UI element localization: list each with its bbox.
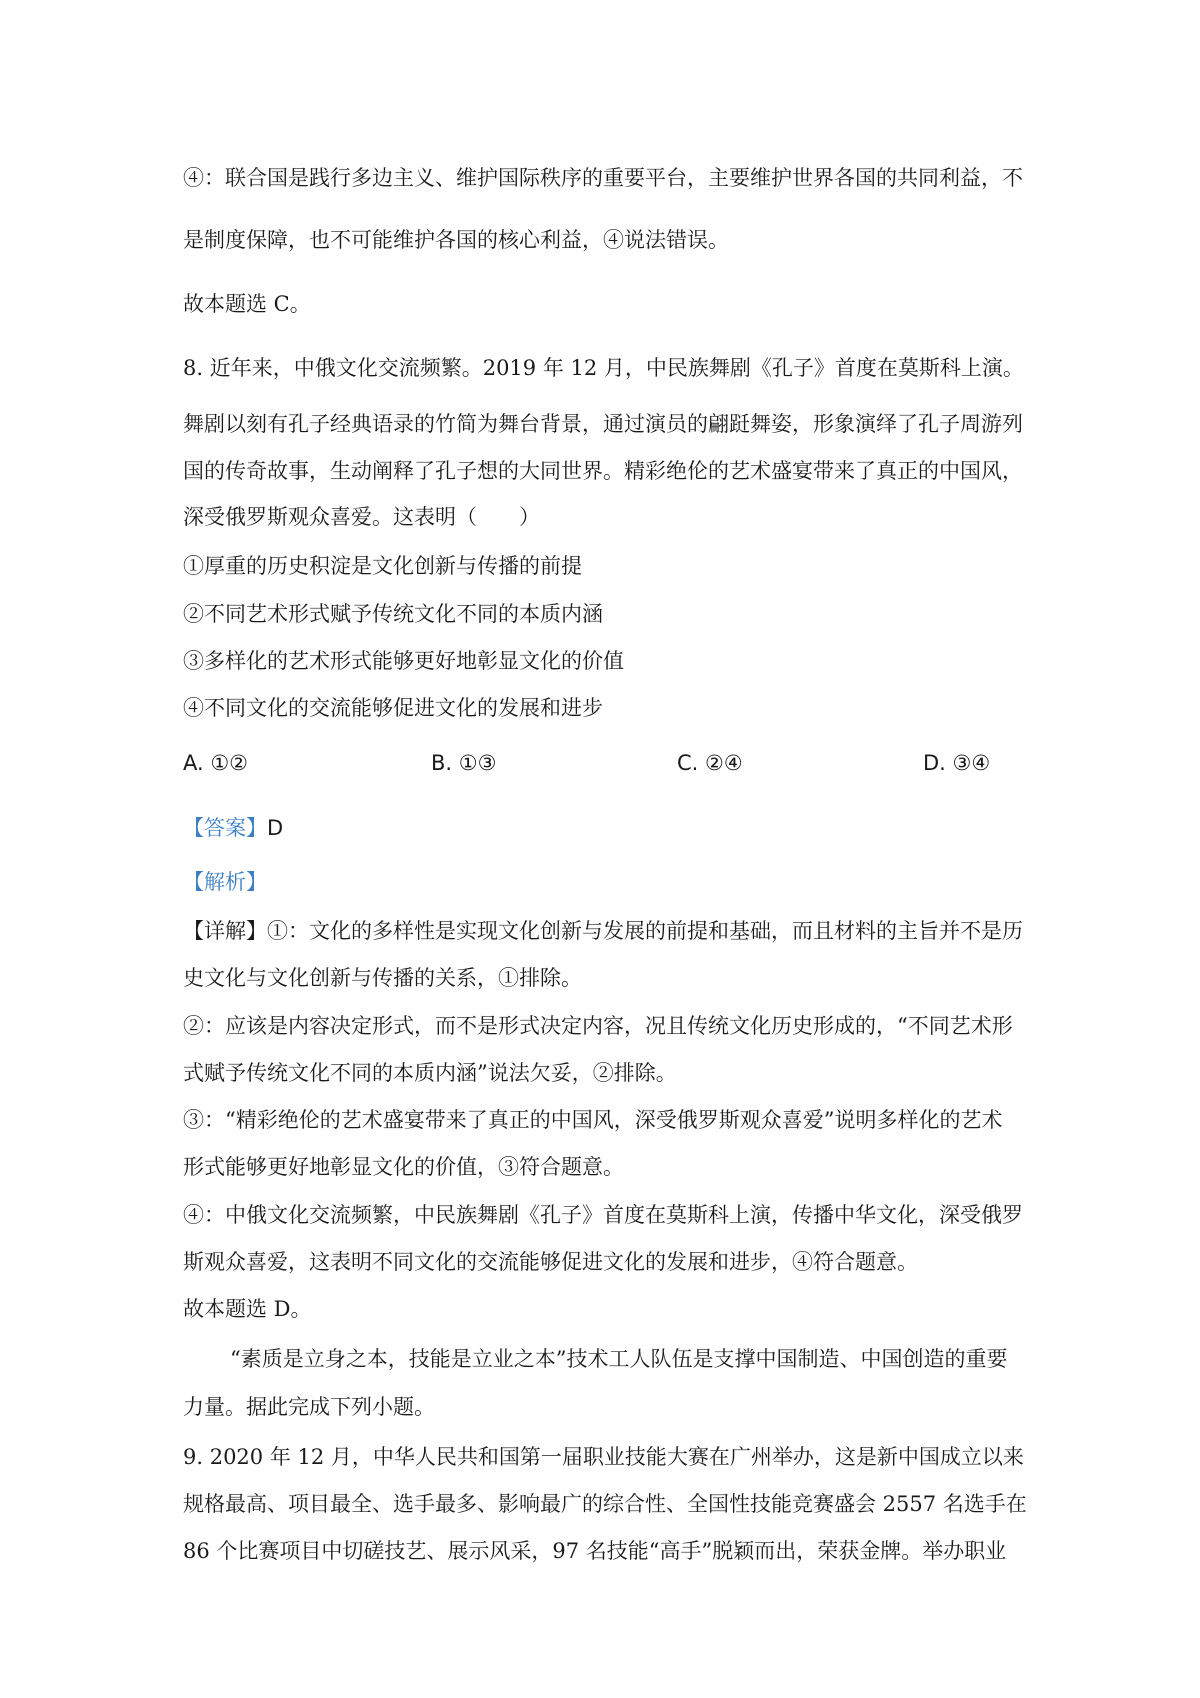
q8-statement-2: ②不同艺术形式赋予传统文化不同的本质内涵 <box>183 602 603 626</box>
q8-stem-line-4: 深受俄罗斯观众喜爱。这表明（ ） <box>183 505 540 529</box>
q8-option-d: D. ③④ <box>923 751 991 775</box>
q8-analysis-line-2: 史文化与文化创新与传播的关系，①排除。 <box>183 966 582 990</box>
q9-line-3: 86 个比赛项目中切磋技艺、展示风采，97 名技能“高手”脱颖而出，荣获金牌。举办职业 <box>183 1539 1007 1563</box>
q8-analysis-line-7: ④：中俄文化交流频繁，中民族舞剧《孔子》首度在莫斯科上演，传播中华文化，深受俄罗 <box>183 1203 1023 1227</box>
q8-analysis-line-4: 式赋予传统文化不同的本质内涵”说法欠妥，②排除。 <box>183 1061 677 1085</box>
q8-stem-line-1: 8. 近年来，中俄文化交流频繁。2019 年 12 月，中民族舞剧《孔子》首度在莫斯科上演。 <box>183 356 1024 380</box>
q8-statement-3: ③多样化的艺术形式能够更好地彰显文化的价值 <box>183 649 624 673</box>
q8-analysis-line-1 <box>183 917 1023 945</box>
detail-label: 【详解】 <box>183 919 267 943</box>
analysis-label: 【解析】 <box>183 870 267 894</box>
q9-line-1: 9. 2020 年 12 月，中华人民共和国第一届职业技能大赛在广州举办，这是新中国成立以来 <box>183 1445 1024 1469</box>
answer-label: 【答案】 <box>183 816 267 840</box>
q8-option-c: C. ②④ <box>677 751 743 775</box>
q8-conclusion: 故本题选 D。 <box>183 1297 312 1321</box>
material-line-1: “素质是立身之本，技能是立业之本”技术工人队伍是支撑中国制造、中国创造的重要 <box>230 1347 1008 1371</box>
q9-line-2: 规格最高、项目最全、选手最多、影响最广的综合性、全国性技能竞赛盛会 2557 名选手在 <box>183 1492 1027 1516</box>
prev-conclusion: 故本题选 C。 <box>183 292 311 316</box>
q8-analysis-line-8: 斯观众喜爱，这表明不同文化的交流能够促进文化的发展和进步，④符合题意。 <box>183 1250 918 1274</box>
q8-statement-1: ①厚重的历史积淀是文化创新与传播的前提 <box>183 554 582 578</box>
answer-value: D <box>267 816 284 840</box>
prev-analysis-line-1: ④：联合国是践行多边主义、维护国际秩序的重要平台，主要维护世界各国的共同利益，不 <box>183 166 1023 190</box>
q8-option-a: A. ①② <box>183 751 248 775</box>
q8-analysis-line-5: ③：“精彩绝伦的艺术盛宴带来了真正的中国风，深受俄罗斯观众喜爱”说明多样化的艺术 <box>183 1108 1003 1132</box>
q8-stem-line-3: 国的传奇故事，生动阐释了孔子想的大同世界。精彩绝伦的艺术盛宴带来了真正的中国风， <box>183 459 1023 483</box>
q8-option-b: B. ①③ <box>431 751 497 775</box>
q8-analysis-line-3: ②：应该是内容决定形式，而不是形式决定内容，况且传统文化历史形成的，“不同艺术形 <box>183 1014 1013 1038</box>
q8-stem-line-2: 舞剧以刻有孔子经典语录的竹简为舞台背景，通过演员的翩跹舞姿，形象演绎了孔子周游列 <box>183 412 1023 436</box>
material-line-2: 力量。据此完成下列小题。 <box>183 1395 435 1419</box>
q8-answer-row <box>183 814 283 842</box>
q8-analysis-line-6: 形式能够更好地彰显文化的价值，③符合题意。 <box>183 1155 624 1179</box>
q8-statement-4: ④不同文化的交流能够促进文化的发展和进步 <box>183 696 603 720</box>
prev-analysis-line-2: 是制度保障，也不可能维护各国的核心利益，④说法错误。 <box>183 228 729 252</box>
q8-analysis-text-1: ①：文化的多样性是实现文化创新与发展的前提和基础，而且材料的主旨并不是历 <box>267 919 1023 943</box>
